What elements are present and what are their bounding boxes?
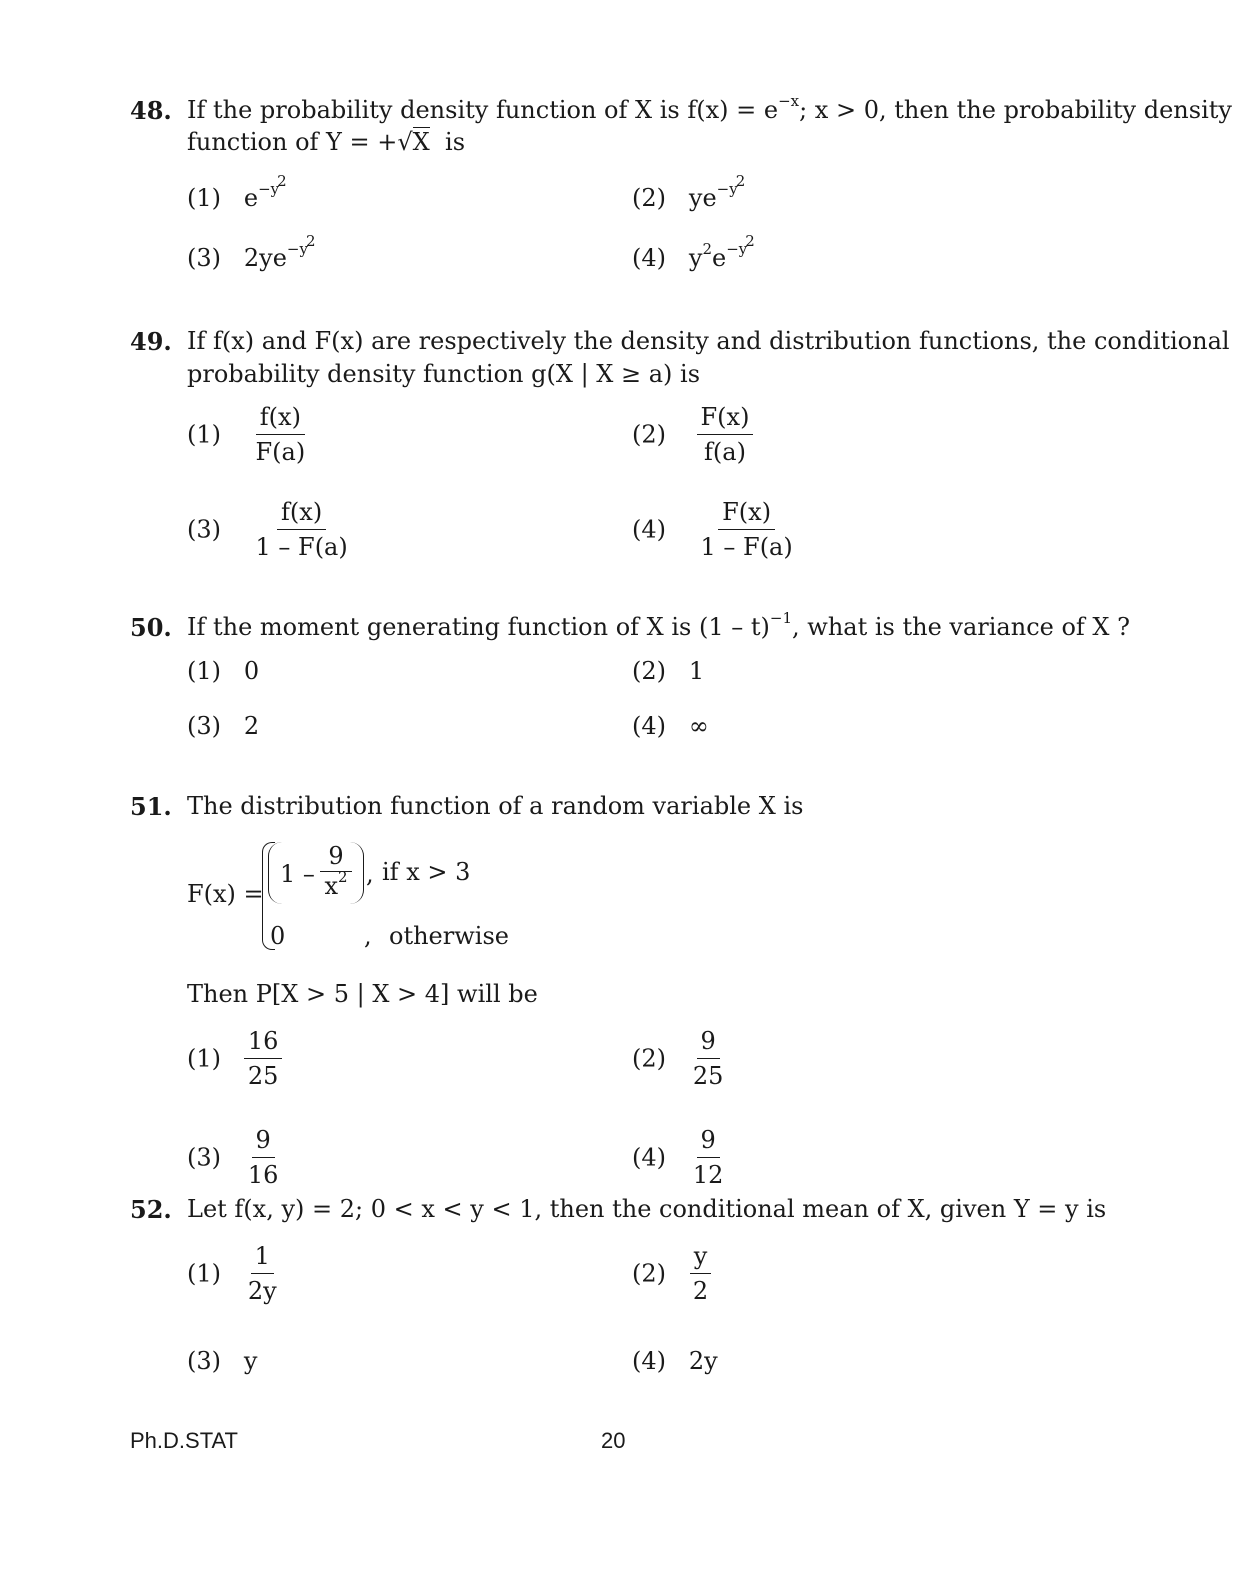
fraction: $\frac{f(x)}{F(a)}$ xyxy=(255,403,306,466)
option-4[interactable]: (4) $\frac{F(x)}{1 - F(a)}$ xyxy=(632,497,797,562)
question-52-text: Let f(x, y) = 2; 0 < x < y < 1, then the conditional mean of X, given Y = y is xyxy=(187,1195,1107,1223)
question-number: 49. xyxy=(130,327,172,356)
question-number: 51. xyxy=(130,792,172,821)
fraction: $\frac{9}{25}$ xyxy=(692,1027,724,1090)
case-1-fraction: 9 $x^2$ xyxy=(320,842,352,900)
option-1[interactable]: (1) $\frac{16}{25}$ xyxy=(187,1026,282,1091)
option-2[interactable]: (2) 1 xyxy=(632,657,705,685)
option-2[interactable]: (2) $\frac{F(x)}{f(a)}$ xyxy=(632,402,753,467)
question-48-text: If the probability density function of X is $f(x) = e^{-x}$; x > 0, then the probability density xyxy=(187,92,1232,124)
fraction: $\frac{9}{12}$ xyxy=(692,1126,724,1189)
question-50-text: If the moment generating function of X is (1 – t)$^{-1}$, what is the variance of X ? xyxy=(187,609,1131,641)
option-2[interactable]: (2) $\frac{9}{25}$ xyxy=(632,1026,727,1091)
question-51-then: Then P[X > 5 | X > 4] will be xyxy=(187,980,538,1008)
option-2[interactable]: (2) $ye^{-y2}$ xyxy=(632,172,746,212)
option-1[interactable]: (1) 0 xyxy=(187,657,260,685)
fraction: $\frac{1}{2y}$ xyxy=(247,1242,277,1305)
page-number: 20 xyxy=(601,1428,626,1453)
option-1[interactable]: (1) $e^{-y2}$ xyxy=(187,172,287,212)
fraction: $\frac{16}{25}$ xyxy=(244,1026,283,1091)
question-number: 52. xyxy=(130,1195,172,1224)
fraction: $\frac{F(x)}{f(a)}$ xyxy=(697,402,754,467)
option-1[interactable]: (1) $\frac{f(x)}{F(a)}$ xyxy=(187,402,309,467)
option-4[interactable]: (4) $\frac{9}{12}$ xyxy=(632,1125,727,1190)
option-3[interactable]: (3) y xyxy=(187,1347,258,1375)
option-4[interactable]: (4) 2y xyxy=(632,1347,718,1375)
option-2[interactable]: (2) $\frac{y}{2}$ xyxy=(632,1241,712,1306)
paper-code: Ph.D.STAT xyxy=(130,1428,238,1453)
option-4[interactable]: (4) ∞ xyxy=(632,712,709,740)
question-49-text-line2: probability density function g(X | X ≥ a) is xyxy=(187,360,701,388)
question-49-text: If f(x) and F(x) are respectively the density and distribution functions, the conditional xyxy=(187,327,1230,355)
option-3[interactable]: (3) $\frac{9}{16}$ xyxy=(187,1125,282,1190)
option-3[interactable]: (3) $\frac{f(x)}{1 - F(a)}$ xyxy=(187,497,352,562)
case-1-comma: , xyxy=(366,860,374,888)
piecewise-label: F(x) = xyxy=(187,880,264,908)
question-51-text: The distribution function of a random variable X is xyxy=(187,792,804,820)
case-2-comma: , xyxy=(364,922,372,950)
option-3[interactable]: (3) 2 xyxy=(187,712,260,740)
question-number: 48. xyxy=(130,96,172,125)
fraction: $\frac{f(x)}{1 - F(a)}$ xyxy=(255,498,348,561)
question-number: 50. xyxy=(130,613,172,642)
question-48-text-line2: function of Y = +√X is xyxy=(187,128,466,156)
case-2-condition: otherwise xyxy=(389,922,509,950)
option-4[interactable]: (4) $y^2e^{-y2}$ xyxy=(632,232,755,272)
case-2-value: 0 xyxy=(270,922,286,950)
option-3[interactable]: (3) $2ye^{-y2}$ xyxy=(187,232,316,272)
fraction: $\frac{F(x)}{1 - F(a)}$ xyxy=(700,498,793,561)
case-1-one: 1 – xyxy=(280,860,315,888)
fraction: $\frac{y}{2}$ xyxy=(689,1241,712,1306)
option-1[interactable]: (1) $\frac{1}{2y}$ xyxy=(187,1241,281,1306)
fraction: $\frac{9}{16}$ xyxy=(247,1126,279,1189)
case-1-condition: if x > 3 xyxy=(382,858,471,886)
